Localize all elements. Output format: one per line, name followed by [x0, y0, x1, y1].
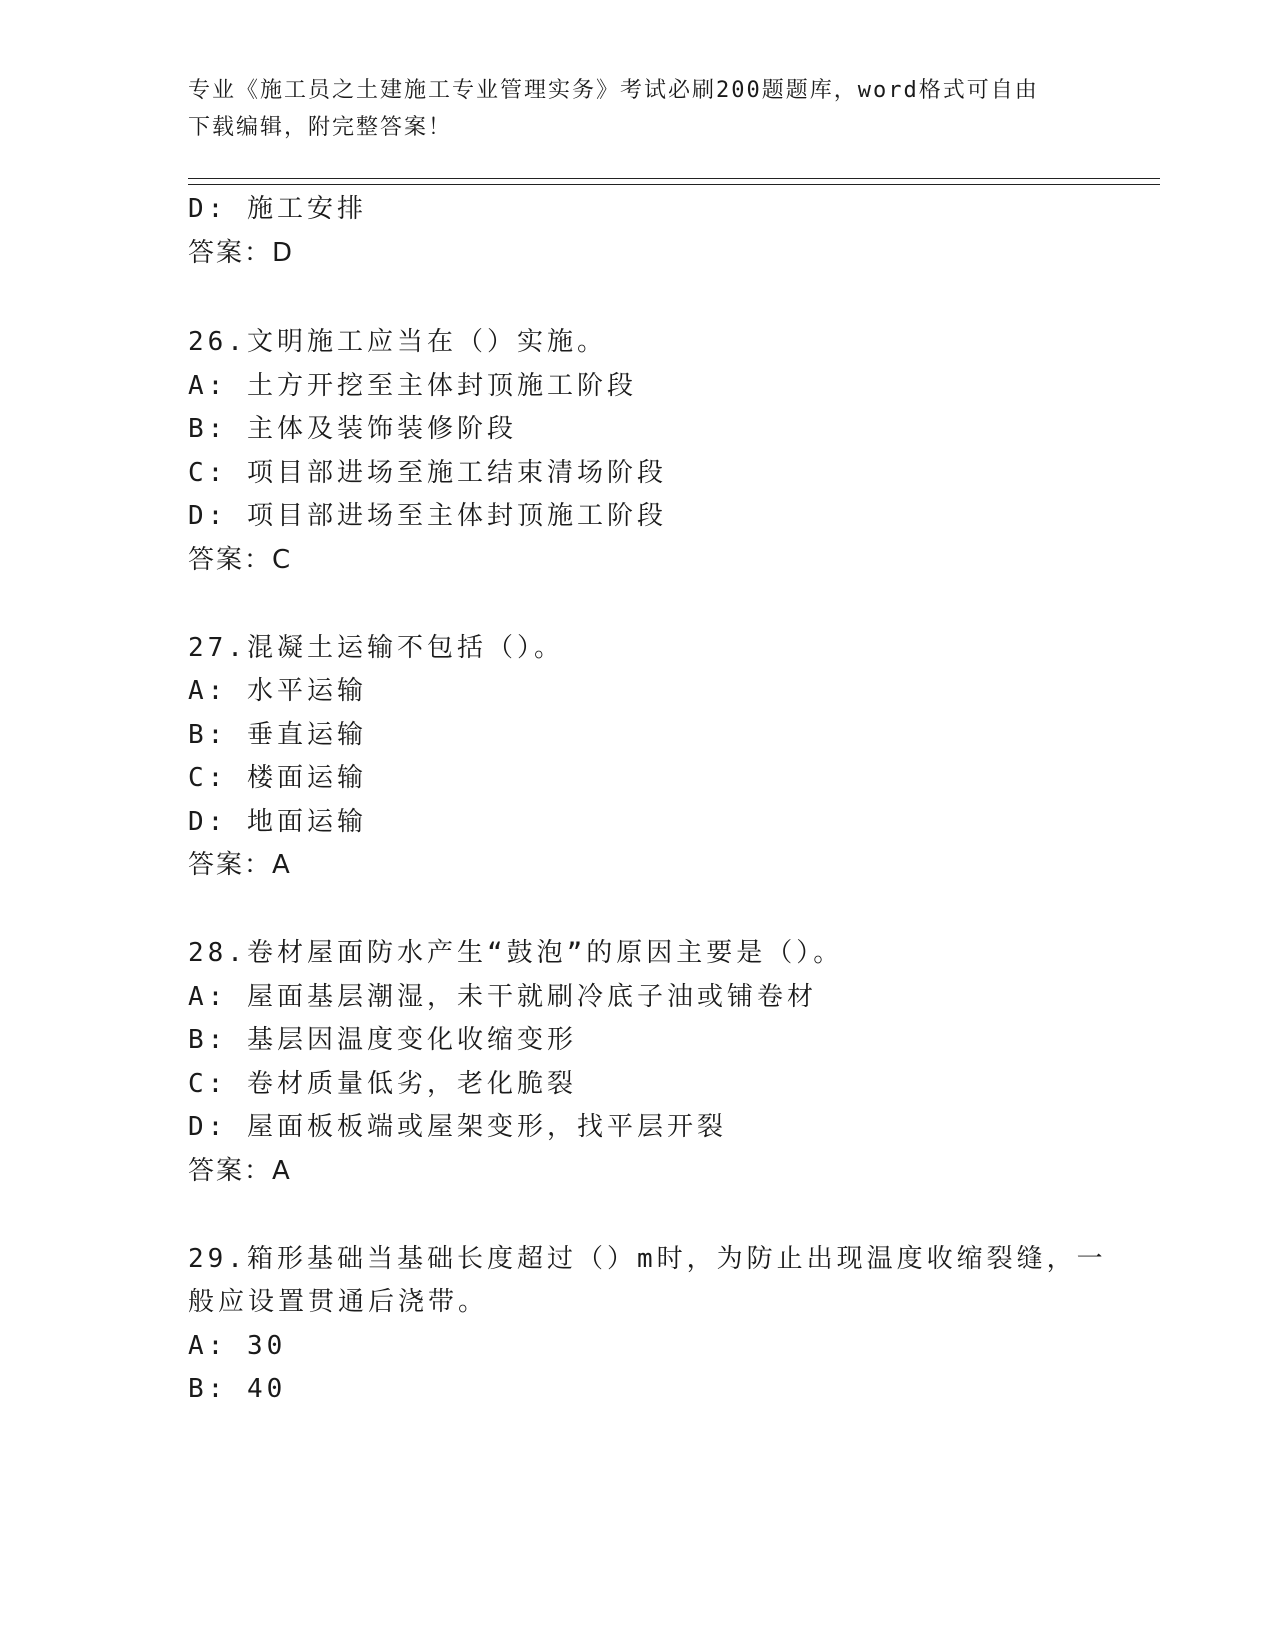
q26-answer: 答案：C: [188, 545, 293, 575]
q28-option-a: A: 屋面基层潮湿，未干就刷冷底子油或铺卷材: [188, 982, 817, 1012]
q28-option-b: B: 基层因温度变化收缩变形: [188, 1025, 577, 1055]
document-header: [188, 72, 1088, 146]
q27-option-d: D: 地面运输: [188, 807, 367, 837]
q29-option-b: B: 40: [188, 1374, 287, 1404]
q25-option-d: D: 施工安排: [188, 194, 367, 224]
q27-option-a: A: 水平运输: [188, 676, 367, 706]
q29-stem-line-2: 般应设置贯通后浇带。: [188, 1287, 489, 1317]
q27-option-b: B: 垂直运输: [188, 720, 367, 750]
q26-stem: 26.文明施工应当在（）实施。: [188, 327, 607, 357]
q27-option-c: C: 楼面运输: [188, 763, 367, 793]
q28-option-c: C: 卷材质量低劣，老化脆裂: [188, 1069, 577, 1099]
q28-option-d: D: 屋面板板端或屋架变形，找平层开裂: [188, 1112, 727, 1142]
q27-stem: 27.混凝土运输不包括（）。: [188, 633, 564, 663]
q28-stem: 28.卷材屋面防水产生“鼓泡”的原因主要是（）。: [188, 938, 844, 968]
header-line-2: 下载编辑，附完整答案！: [188, 115, 453, 140]
q26-option-a: A: 土方开挖至主体封顶施工阶段: [188, 371, 637, 401]
header-divider-top: [188, 178, 1160, 179]
q28-answer: 答案：A: [188, 1156, 292, 1186]
q27-answer: 答案：A: [188, 850, 292, 880]
q26-option-d: D: 项目部进场至主体封顶施工阶段: [188, 501, 667, 531]
q25-answer: 答案：D: [188, 238, 295, 268]
header-divider-bottom: [188, 184, 1160, 185]
q26-option-b: B: 主体及装饰装修阶段: [188, 414, 517, 444]
header-line-1: 专业《施工员之土建施工专业管理实务》考试必刷200题题库，word格式可自由: [188, 78, 1039, 103]
q26-option-c: C: 项目部进场至施工结束清场阶段: [188, 458, 667, 488]
q29-option-a: A: 30: [188, 1331, 287, 1361]
q29-stem-line-1: 29.箱形基础当基础长度超过（）m时，为防止出现温度收缩裂缝，一: [188, 1244, 1107, 1274]
